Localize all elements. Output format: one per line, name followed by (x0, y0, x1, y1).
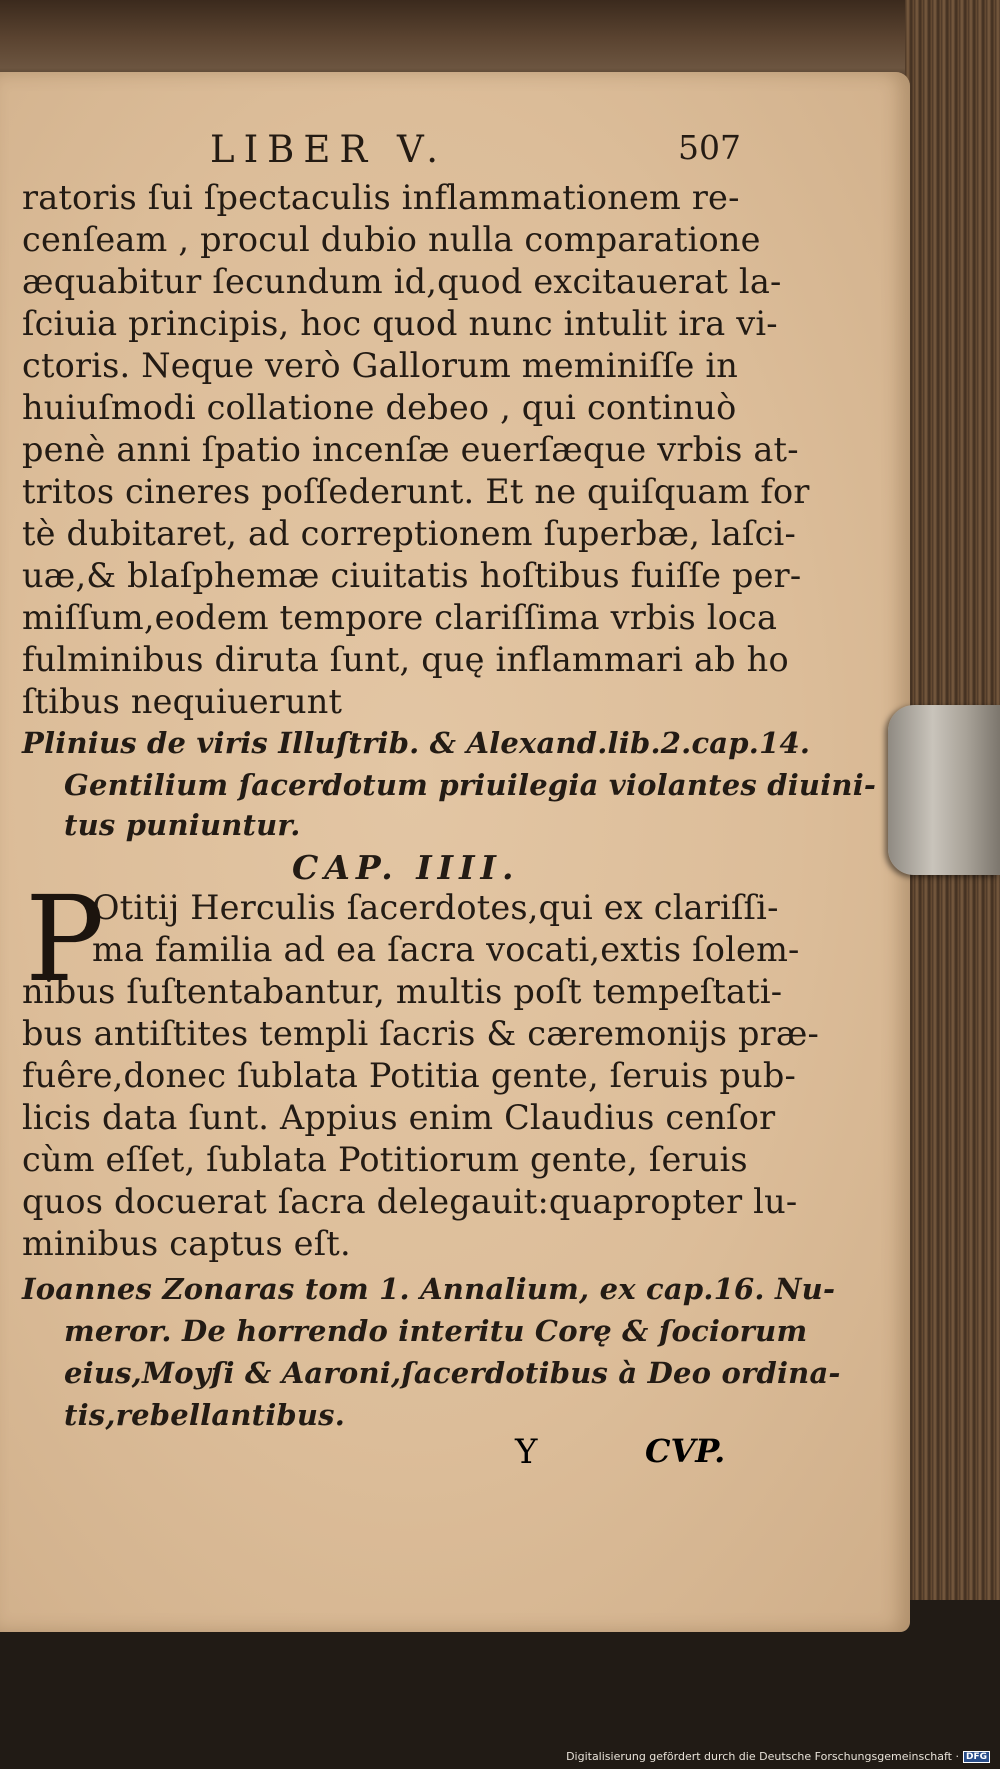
marginal-note-line: Ioannes Zonaras tom 1. Annalium, ex cap.16. Nu- (22, 1272, 836, 1306)
marginal-note-line: Plinius de viris Illuſtrib. & Alexand.lib.2.cap.14. (22, 726, 811, 760)
text-line: minibus captus eſt. (22, 1224, 351, 1263)
text-line: Otitij Herculis ſacerdotes,qui ex clariſſi- (92, 888, 779, 927)
text-line: æquabitur ſecundum id,quod excitauerat la- (22, 262, 782, 301)
text-line: uæ,& blaſphemæ ciuitatis hoſtibus fuiſſe per- (22, 556, 802, 595)
running-head: LIBER V. (210, 128, 448, 171)
drop-capital: P (25, 870, 105, 1008)
text-line: fulminibus diruta ſunt, quę inflammari ab ho (22, 640, 789, 679)
marginal-note-line: eius,Moyſi & Aaroni,ſacerdotibus à Deo ordina- (64, 1356, 841, 1390)
text-line: cùm eſſet, ſublata Potitiorum gente, ſeruis (22, 1140, 748, 1179)
marginal-note-line: Gentilium ſacerdotum priuilegia violantes diuini- (64, 768, 877, 802)
chapter-heading: CAP. IIII. (292, 848, 520, 887)
signature-mark: Y (515, 1432, 538, 1472)
marginal-note-line: meror. De horrendo interitu Corę & ſociorum (64, 1314, 808, 1348)
text-line: ſtibus nequiuerunt (22, 682, 343, 721)
text-line: miſſum,eodem tempore clariſſima vrbis loca (22, 598, 778, 637)
text-line: tritos cineres poſſederunt. Et ne quiſquam for (22, 472, 810, 511)
text-line: bus antiſtites templi ſacris & cæremonijs præ- (22, 1014, 820, 1053)
text-line: ratoris ſui ſpectaculis inflammationem re- (22, 178, 740, 217)
text-line: ma familia ad ea ſacra vocati,extis ſolem- (92, 930, 800, 969)
book-clasp (888, 705, 1000, 875)
marginal-note-line: tis,rebellantibus. (64, 1398, 345, 1432)
text-line: penè anni ſpatio incenſæ euerſæque vrbis at- (22, 430, 799, 469)
text-line: tè dubitaret, ad correptionem ſuperbæ, laſci- (22, 514, 796, 553)
book-spine-edge (905, 0, 1000, 1769)
text-line: cenſeam , procul dubio nulla comparatione (22, 220, 761, 259)
text-line: ctoris. Neque verò Gallorum meminiſſe in (22, 346, 739, 385)
dfg-logo-icon: DFG (963, 1751, 990, 1763)
text-line: huiuſmodi collatione debeo , qui continuò (22, 388, 737, 427)
text-line: quos docuerat ſacra delegauit:quapropter lu- (22, 1182, 798, 1221)
catchword: CVP. (645, 1432, 726, 1470)
digitization-footer (566, 1750, 990, 1763)
text-line: fuêre,donec ſublata Potitia gente, ſeruis pub- (22, 1056, 797, 1095)
text-line: licis data ſunt. Appius enim Claudius cenſor (22, 1098, 776, 1137)
text-line: ſciuia principis, hoc quod nunc intulit ira vi- (22, 304, 778, 343)
footer-text: Digitalisierung gefördert durch die Deutsche Forschungsgemeinschaft · (566, 1750, 959, 1763)
page-number: 507 (678, 128, 741, 167)
text-line: nibus ſuſtentabantur, multis poſt tempeſtati- (22, 972, 783, 1011)
marginal-note-line: tus puniuntur. (64, 808, 301, 842)
